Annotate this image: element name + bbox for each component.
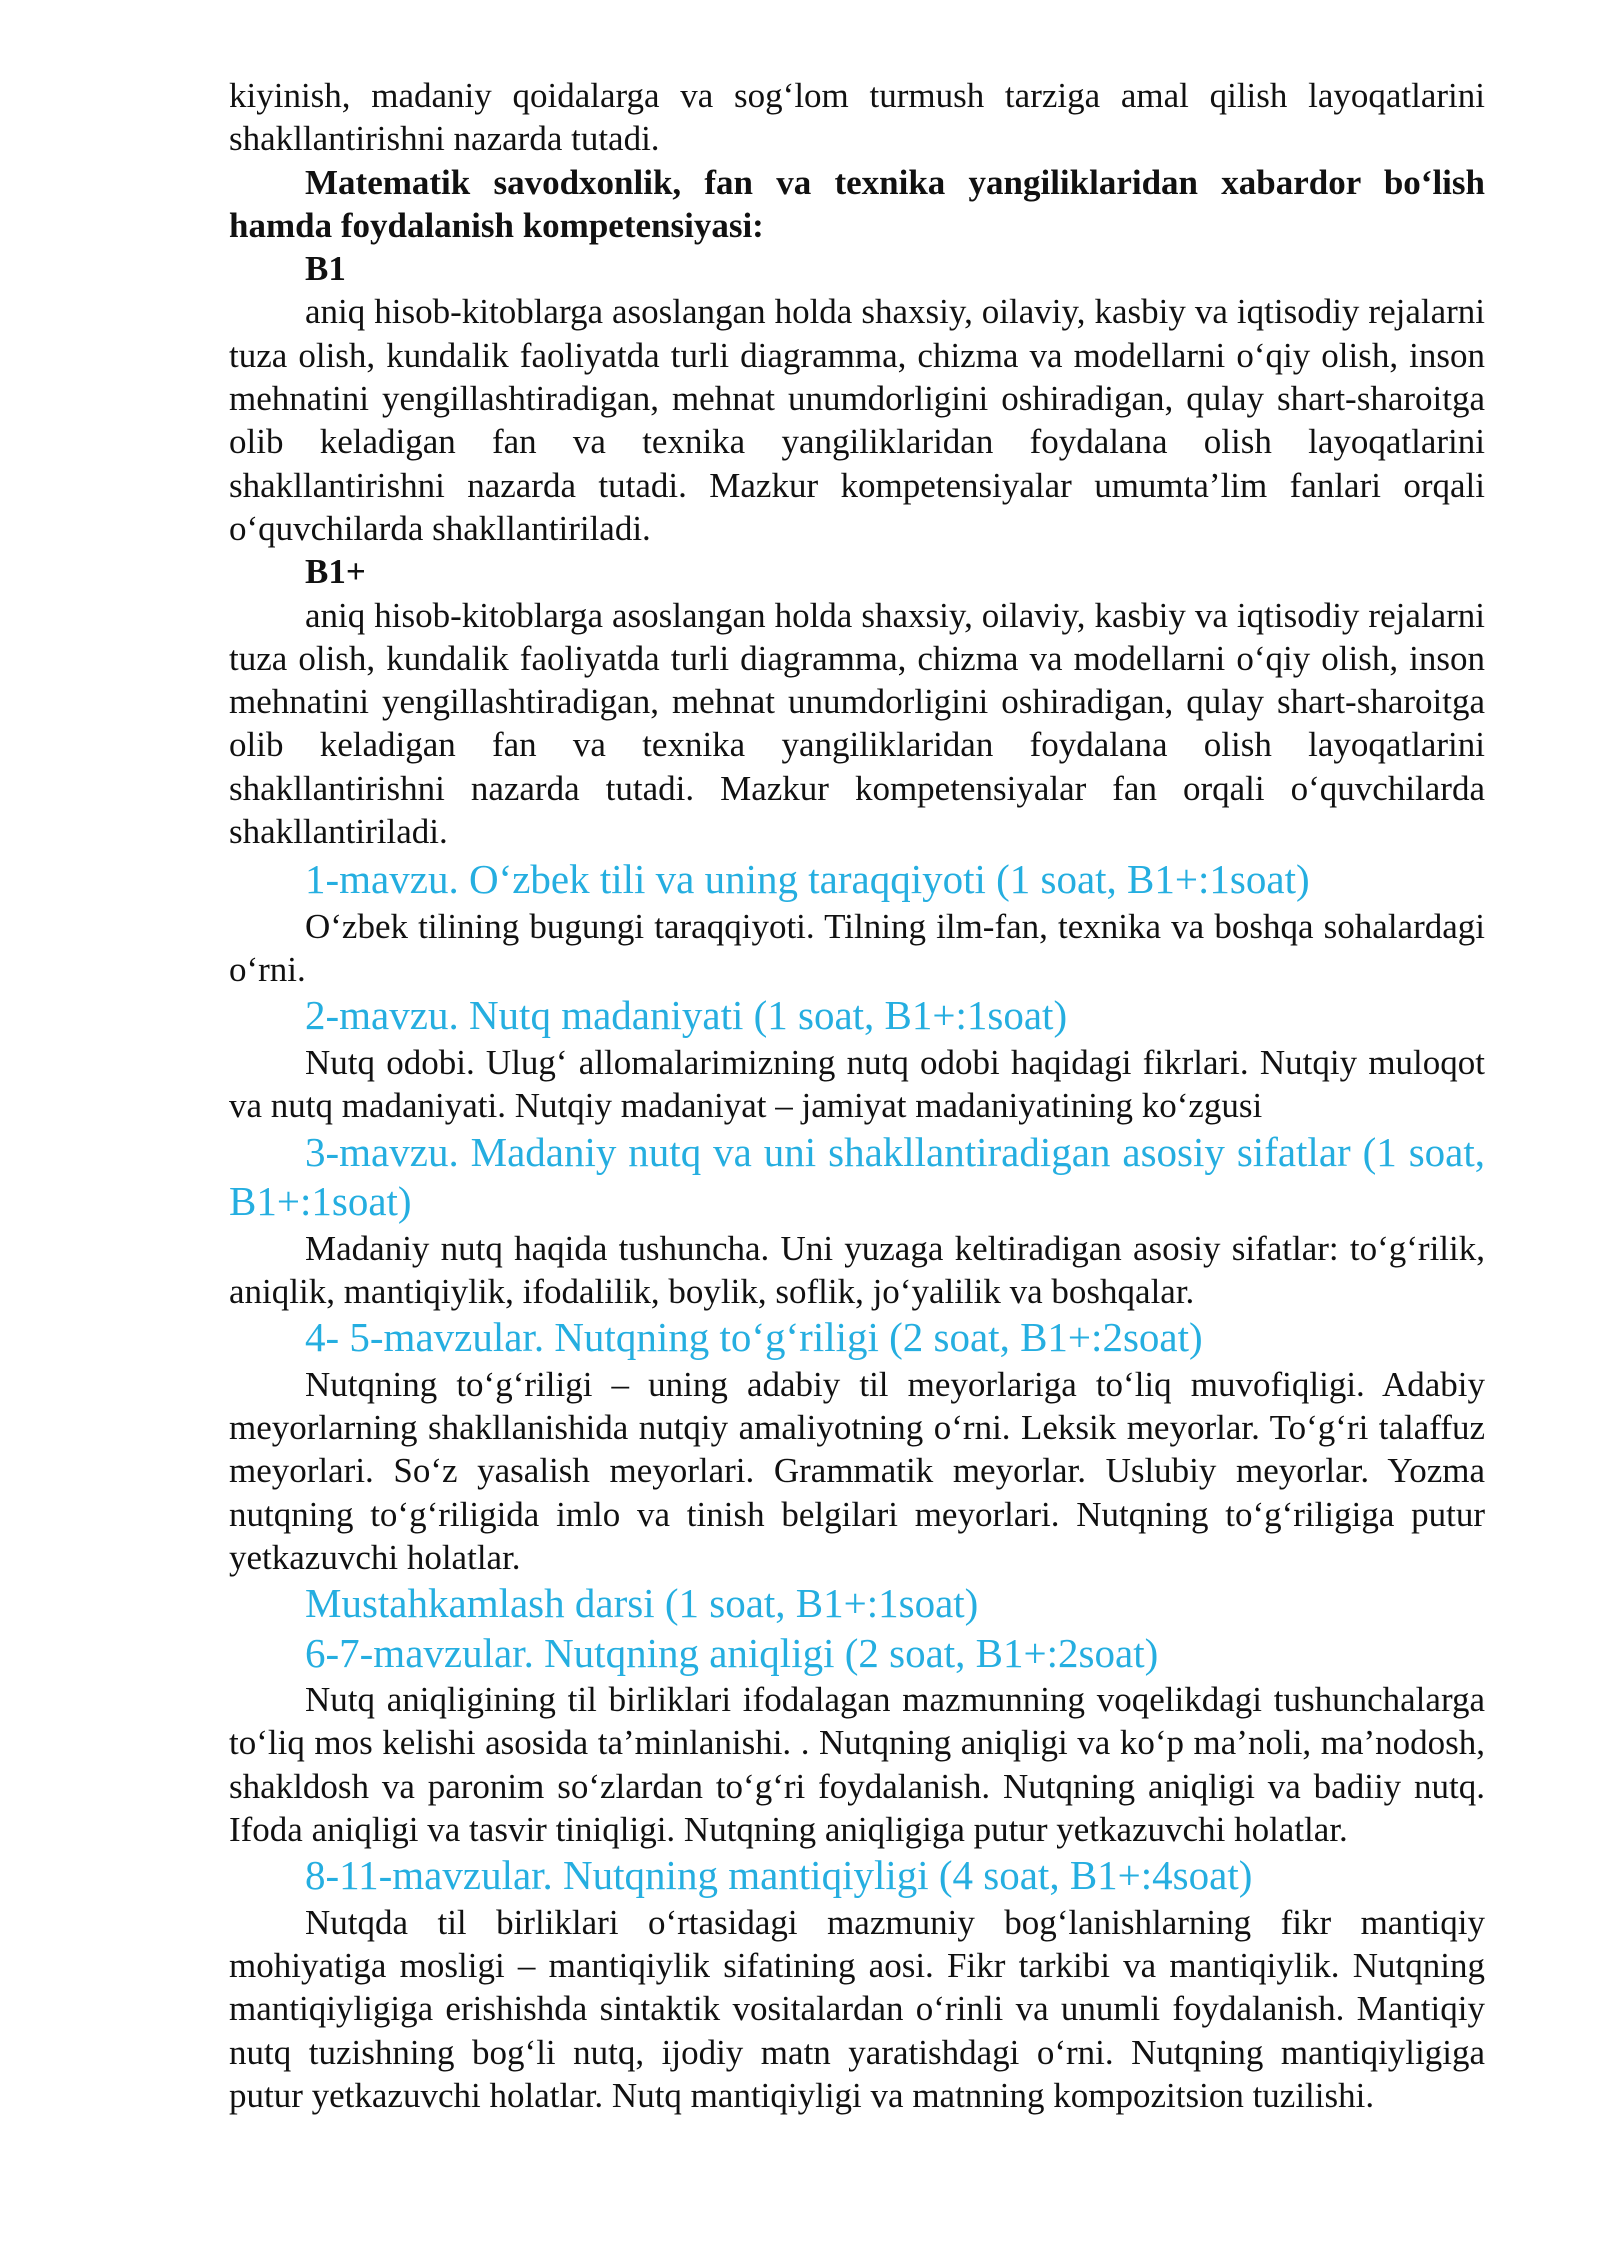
topic-2-title: 2-mavzu. Nutq madaniyati (1 soat, B1+:1soat)	[305, 992, 1068, 1039]
topic-3-text: Madaniy nutq haqida tushuncha. Uni yuzaga keltiradigan asosiy sifatlar: to‘g‘rilik, aniqlik, mantiqiylik, ifodalilik, boylik, soflik, jo‘yalilik va boshqalar.	[229, 1228, 1485, 1311]
level-b1plus-label: B1+	[305, 552, 366, 592]
topic-8-11-text: Nutqda til birliklari o‘rtasidagi mazmuniy bog‘lanishlarning fikr mantiqiy mohiyatiga mosligi – mantiqiylik sifatining aosi. Fikr tarkibi va mantiqiylik. Nutqning mantiqiyligiga erishishda sintaktik vositalardan o‘rinli va unumli foydalanish. Mantiqiy nutq tuzishning bog‘li nutq, ijodiy matn yaratishdagi o‘rni. Nutqning mantiqiyligiga putur yetkazuvchi holatlar. Nutq mantiqiyligi va matnning kompozitsion tuzilishi.	[229, 1902, 1485, 2115]
topic-1-text: O‘zbek tilining bugungi taraqqiyoti. Tilning ilm-fan, texnika va boshqa sohalardagi o‘rni.	[229, 906, 1485, 990]
level-b1-text: aniq hisob-kitoblarga asoslangan holda shaxsiy, oilaviy, kasbiy va iqtisodiy rejalarni tuza olish, kundalik faoliyatda turli diagramma, chizma va modellarni o‘qiy olish, inson mehnatini yengillashtiradigan, mehnat unumdorligini oshiradigan, qulay shart-sharoitga olib keladigan fan va texnika yangiliklaridan foydalana olish layoqatlarini shakllantirishni nazarda tutadi. Mazkur kompetensiyalar umumta’lim fanlari orqali o‘quvchilarda shakllantiriladi.	[229, 292, 1485, 548]
competency-title: Matematik savodxonlik, fan va texnika yangiliklaridan xabardor bo‘lish hamda foydalanish kompetensiyasi:	[229, 162, 1485, 245]
level-b1plus-text: aniq hisob-kitoblarga asoslangan holda shaxsiy, oilaviy, kasbiy va iqtisodiy rejalarni tuza olish, kundalik faoliyatda turli diagramma, chizma va modellarni o‘qiy olish, inson mehnatini yengillashtiradigan, mehnat unumdorligini oshiradigan, qulay shart-sharoitga olib keladigan fan va texnika yangiliklaridan foydalana olish layoqatlarini shakllantirishni nazarda tutadi. Mazkur kompetensiyalar fan orqali o‘quvchilarda shakllantiriladi.	[229, 595, 1485, 852]
document-page	[229, 74, 1485, 2117]
topic-6-7-title: 6-7-mavzular. Nutqning aniqligi (2 soat, B1+:2soat)	[305, 1629, 1159, 1676]
topic-8-11-title: 8-11-mavzular. Nutqning mantiqiyligi (4 soat, B1+:4soat)	[305, 1852, 1253, 1899]
topic-4-5-text: Nutqning to‘g‘riligi – uning adabiy til meyorlariga to‘liq muvofiqligi. Adabiy meyorlarning shakllanishida nutqiy amaliyotning o‘rni. Leksik meyorlar. To‘g‘ri talaffuz meyorlari. So‘z yasalish meyorlari. Grammatik meyorlar. Uslubiy meyorlar. Yozma nutqning to‘g‘riligida imlo va tinish belgilari meyorlari. Nutqning to‘g‘riligiga putur yetkazuvchi holatlar.	[229, 1364, 1485, 1577]
topic-2-text: Nutq odobi. Ulug‘ allomalarimizning nutq odobi haqidagi fikrlari. Nutqiy muloqot va nutq madaniyati. Nutqiy madaniyat – jamiyat madaniyatining ko‘zgusi	[229, 1042, 1485, 1126]
topic-6-7-text: Nutq aniqligining til birliklari ifodalagan mazmunning voqelikdagi tushunchalarga to‘liq mos kelishi asosida ta’minlanishi. . Nutqning aniqligi va ko‘p ma’noli, ma’nodosh, shakldosh va paronim so‘zlardan to‘g‘ri foydalanish. Nutqning aniqligi va badiiy nutq. Ifoda aniqligi va tasvir tiniqligi. Nutqning aniqligiga putur yetkazuvchi holatlar.	[229, 1680, 1485, 1849]
topic-4-5-title: 4- 5-mavzular. Nutqning to‘g‘riligi (2 soat, B1+:2soat)	[305, 1314, 1203, 1361]
topic-3-title: 3-mavzu. Madaniy nutq va uni shakllantiradigan asosiy sifatlar (1 soat, B1+:1soat)	[229, 1128, 1485, 1225]
review-lesson-title: Mustahkamlash darsi (1 soat, B1+:1soat)	[305, 1580, 979, 1627]
intro-paragraph: kiyinish, madaniy qoidalarga va sog‘lom turmush tarziga amal qilish layoqatlarini shakllantirishni nazarda tutadi.	[229, 76, 1485, 159]
topic-1-title: 1-mavzu. O‘zbek tili va uning taraqqiyoti (1 soat, B1+:1soat)	[305, 856, 1310, 903]
level-b1-label: B1	[305, 249, 346, 289]
